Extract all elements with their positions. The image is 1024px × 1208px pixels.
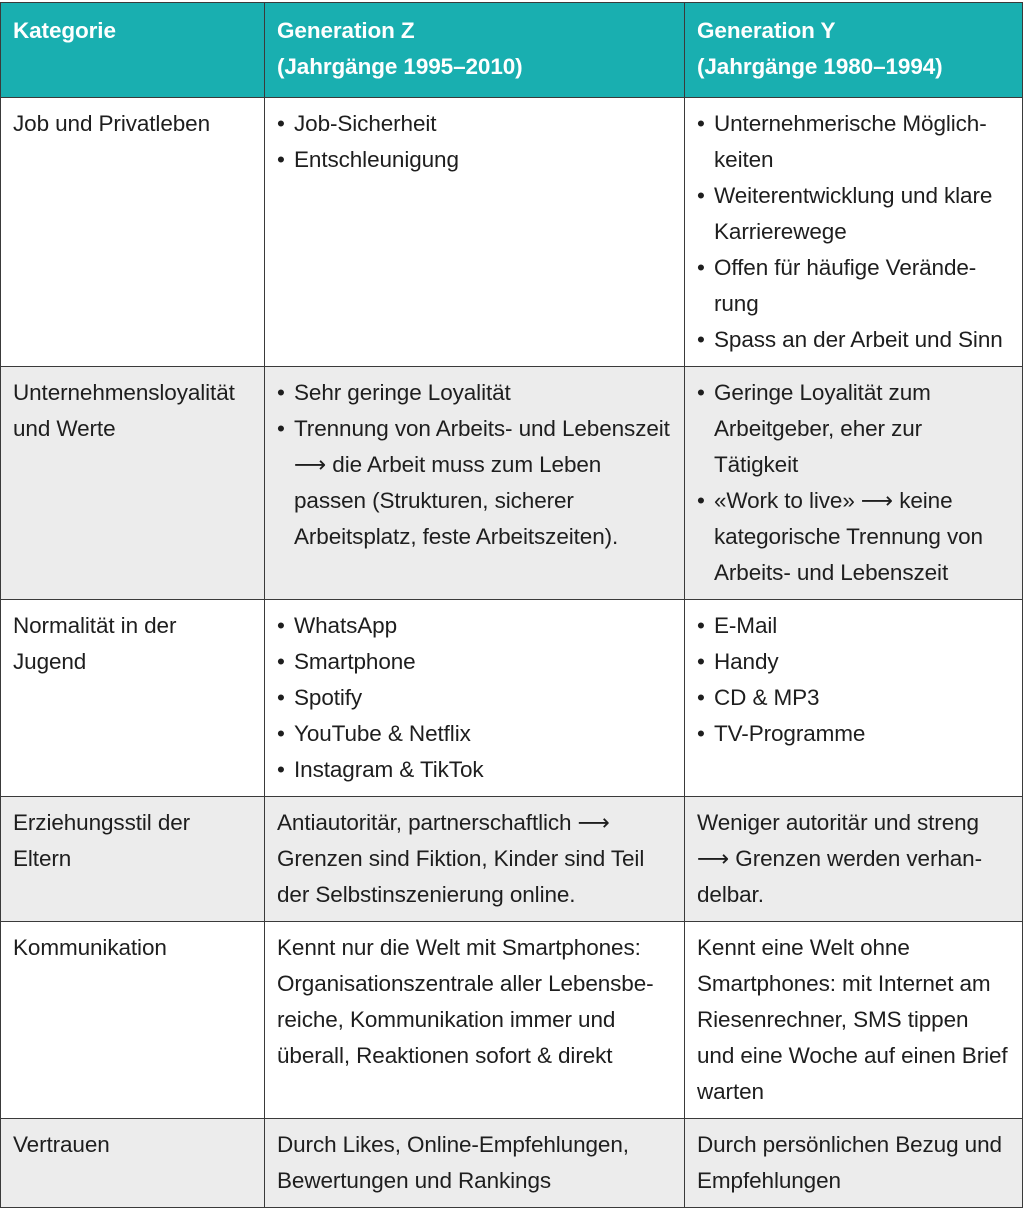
cell-text: Kennt eine Welt ohne Smartphones: mit Internet am Riesenrechner, SMS tippen und eine Woche auf einen Brief warten xyxy=(697,935,1008,1104)
generation-comparison-table xyxy=(0,2,1023,1208)
row-category-label: Kommunikation xyxy=(13,935,167,960)
bullet-list xyxy=(277,608,672,788)
bullet-item: • Instagram & TikTok xyxy=(277,752,672,788)
bullet-item: • YouTube & Netflix xyxy=(277,716,672,752)
table-row xyxy=(1,367,1023,600)
bullet-item: • Sehr geringe Loyalität xyxy=(277,375,672,411)
generation-y-cell xyxy=(685,922,1023,1119)
bullet-item: • Trennung von Arbeits- und Lebenszeit ⟶ die Arbeit muss zum Leben passen (Strukturen, sicherer Arbeitsplatz, feste Arbeitszeiten). xyxy=(277,411,672,555)
cell-text: Kennt nur die Welt mit Smartphones: Organisationszentrale aller Lebensbereiche, Kommunikation immer und überall, Reaktionen sofort & direkt xyxy=(277,935,654,1068)
generation-z-cell xyxy=(265,922,685,1119)
bullet-item: • «Work to live» ⟶ keine kategorische Trennung von Arbeits- und Lebenszeit xyxy=(697,483,1010,591)
row-category-cell xyxy=(1,367,265,600)
bullet-item: • Job-Sicherheit xyxy=(277,106,672,142)
bullet-item: • Smartphone xyxy=(277,644,672,680)
row-category-cell xyxy=(1,797,265,922)
row-category-cell xyxy=(1,922,265,1119)
bullet-item: • E-Mail xyxy=(697,608,1010,644)
generation-z-cell xyxy=(265,98,685,367)
generation-y-cell xyxy=(685,797,1023,922)
bullet-item: • WhatsApp xyxy=(277,608,672,644)
cell-text: Durch Likes, Online-Empfehlungen, Bewertungen und Rankings xyxy=(277,1132,629,1193)
header-generation-y-title: Generation Y xyxy=(697,18,836,43)
table-row xyxy=(1,1119,1023,1208)
bullet-item: • Offen für häufige Veränderung xyxy=(697,250,1010,322)
header-generation-z-years: (Jahrgänge 1995–2010) xyxy=(277,54,523,79)
row-category-label: Unternehmensloyalität und Werte xyxy=(13,380,235,441)
cell-text: Durch persönlichen Bezug und Empfehlungen xyxy=(697,1132,1002,1193)
bullet-list xyxy=(697,106,1010,358)
bullet-item: • Spotify xyxy=(277,680,672,716)
header-row xyxy=(1,3,1023,98)
row-category-label: Erziehungsstil der Eltern xyxy=(13,810,191,871)
row-category-cell xyxy=(1,600,265,797)
header-generation-z xyxy=(265,3,685,98)
bullet-item: • CD & MP3 xyxy=(697,680,1010,716)
row-category-cell xyxy=(1,98,265,367)
generation-z-cell xyxy=(265,600,685,797)
generation-y-cell xyxy=(685,98,1023,367)
bullet-list xyxy=(697,608,1010,752)
generation-z-cell xyxy=(265,367,685,600)
bullet-item: • Handy xyxy=(697,644,1010,680)
header-category-label: Kategorie xyxy=(13,18,116,43)
bullet-item: • Entschleunigung xyxy=(277,142,672,178)
cell-text: Weniger autoritär und streng ⟶ Grenzen werden verhandelbar. xyxy=(697,810,983,907)
row-category-label: Normalität in der Jugend xyxy=(13,613,177,674)
generation-y-cell xyxy=(685,1119,1023,1208)
bullet-item: • Weiterentwicklung und klare Karrierewege xyxy=(697,178,1010,250)
table-row xyxy=(1,797,1023,922)
header-generation-y xyxy=(685,3,1023,98)
row-category-label: Vertrauen xyxy=(13,1132,110,1157)
bullet-list xyxy=(277,106,672,178)
bullet-item: • TV-Programme xyxy=(697,716,1010,752)
bullet-item: • Unternehmerische Möglichkeiten xyxy=(697,106,1010,178)
table-row xyxy=(1,600,1023,797)
row-category-cell xyxy=(1,1119,265,1208)
generation-z-cell xyxy=(265,1119,685,1208)
row-category-label: Job und Privatleben xyxy=(13,111,210,136)
bullet-item: • Spass an der Arbeit und Sinn xyxy=(697,322,1010,358)
header-category xyxy=(1,3,265,98)
table-row xyxy=(1,98,1023,367)
bullet-list xyxy=(697,375,1010,591)
cell-text: Antiautoritär, partnerschaftlich ⟶ Grenzen sind Fiktion, Kinder sind Teil der Selbstinszenierung online. xyxy=(277,810,645,907)
header-generation-y-years: (Jahrgänge 1980–1994) xyxy=(697,54,943,79)
header-generation-z-title: Generation Z xyxy=(277,18,415,43)
bullet-item: • Geringe Loyalität zum Arbeitgeber, eher zur Tätigkeit xyxy=(697,375,1010,483)
bullet-list xyxy=(277,375,672,555)
generation-z-cell xyxy=(265,797,685,922)
generation-y-cell xyxy=(685,367,1023,600)
table-body xyxy=(1,98,1023,1208)
generation-y-cell xyxy=(685,600,1023,797)
table-row xyxy=(1,922,1023,1119)
table-header xyxy=(1,3,1023,98)
